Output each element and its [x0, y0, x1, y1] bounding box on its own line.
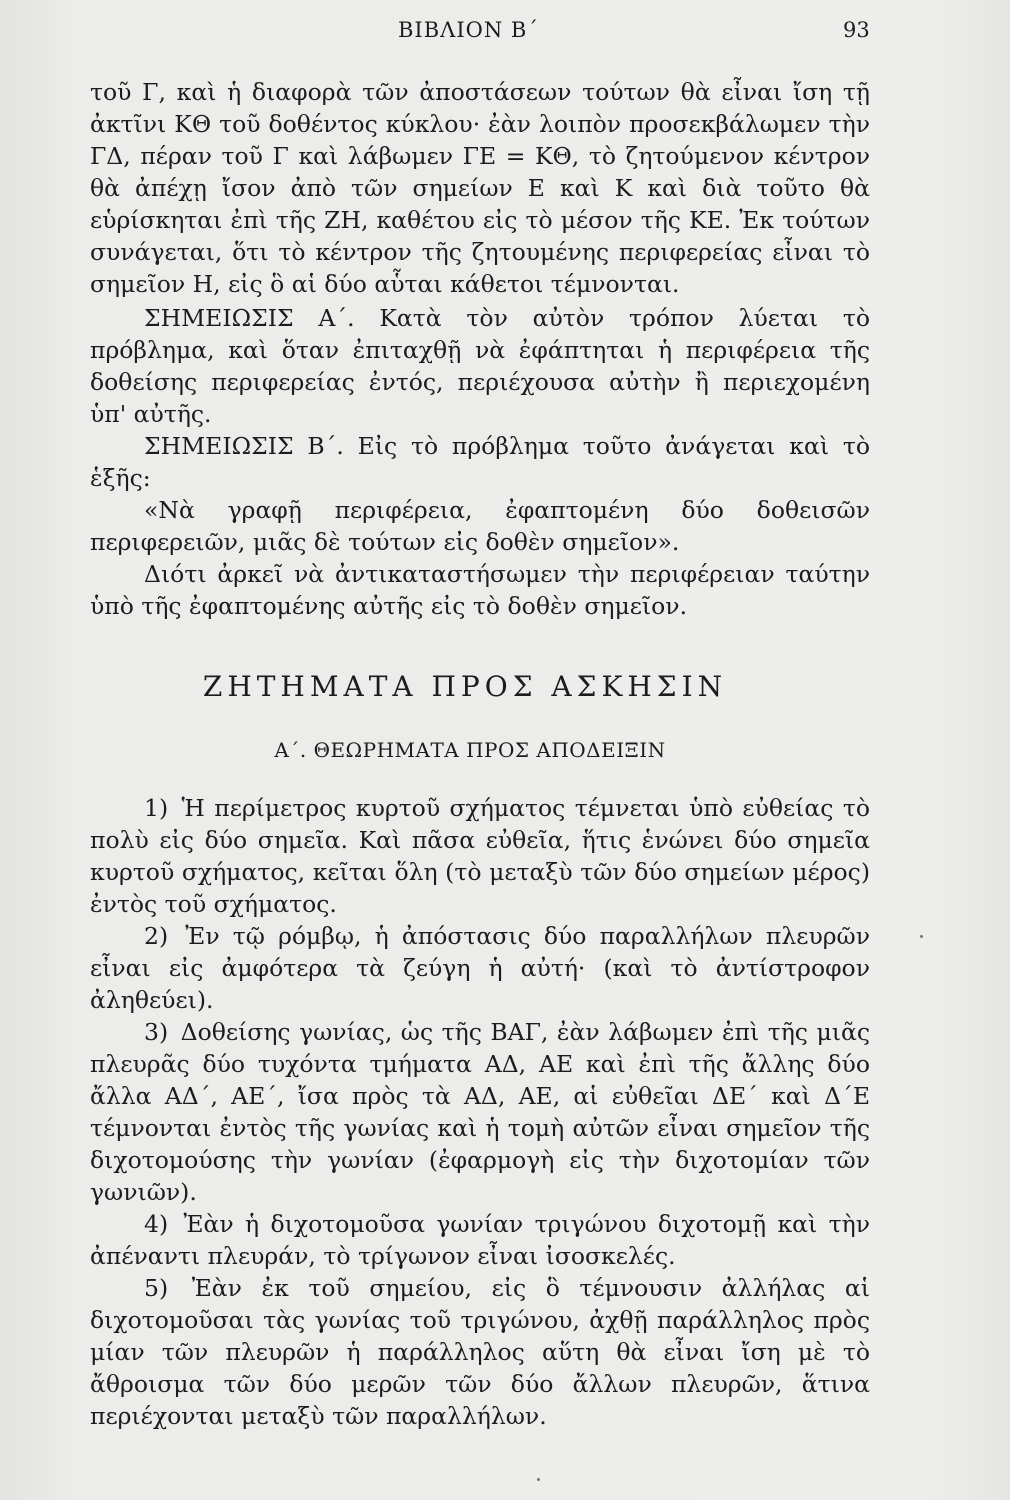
exercise-text: Ἐὰν ἡ διχοτομοῦσα γωνίαν τριγώνου διχοτομῇ καὶ τὴν ἀπέναντι πλευράν, τὸ τρίγωνον εἶναι ἰσοσκελές.	[90, 1210, 870, 1270]
paragraph-continued-proof: τοῦ Γ, καὶ ἡ διαφορὰ τῶν ἀποστάσεων τούτων θὰ εἶναι ἴση τῇ ἀκτῖνι ΚΘ τοῦ δοθέντος κύκλου· ἐὰν λοιπὸν προσεκβάλωμεν τὴν ΓΔ, πέραν τοῦ Γ καὶ λάβωμεν ΓΕ = ΚΘ, τὸ ζητούμενον κέντρον θὰ ἀπέχῃ ἴσον ἀπὸ τῶν σημείων Ε καὶ Κ καὶ διὰ τοῦτο θὰ εὑρίσκηται ἐπὶ τῆς ΖΗ, καθέτου εἰς τὸ μέσον τῆς ΚΕ. Ἐκ τούτων συνάγεται, ὅτι τὸ κέντρον τῆς ζητουμένης περιφερείας εἶναι τὸ σημεῖον Η, εἰς ὃ αἱ δύο αὗται κάθετοι τέμνονται.	[90, 78, 870, 298]
exercise-number: 1)	[144, 794, 169, 822]
exercise-list	[90, 792, 870, 1432]
section-title: ΖΗΤΗΜΑΤΑ ΠΡΟΣ ΑΣΚΗΣΙΝ	[202, 670, 728, 703]
paragraph-note-b: ΣΗΜΕΙΩΣΙΣ Β΄. Εἰς τὸ πρόβλημα τοῦτο ἀνάγεται καὶ τὸ ἑξῆς:	[90, 432, 870, 492]
exercise-item	[90, 1272, 870, 1432]
exercise-item	[90, 920, 870, 1016]
exercise-item	[90, 1016, 870, 1208]
running-title: ΒΙΒΛΙΟΝ Β΄	[398, 18, 539, 42]
exercise-text: Ἐὰν ἐκ τοῦ σημείου, εἰς ὃ τέμνουσιν ἀλλήλας αἱ διχοτομοῦσαι τὰς γωνίας τοῦ τριγώνου, ἀχθῇ παράλληλος πρὸς μίαν τῶν πλευρῶν ἡ παράλληλος αὕτη θὰ εἶναι ἴση μὲ τὸ ἄθροισμα τῶν δύο μερῶν τῶν δύο ἄλλων πλευρῶν, ἅτινα περιέχονται μεταξὺ τῶν παραλλήλων.	[90, 1274, 870, 1430]
page-number: 93	[843, 18, 870, 42]
exercise-number: 4)	[144, 1210, 169, 1238]
body-text	[90, 76, 870, 622]
print-speck	[537, 1478, 540, 1481]
exercise-item	[90, 1208, 870, 1272]
exercise-text: Ἐν τῷ ρόμβῳ, ἡ ἀπόστασις δύο παραλλήλων πλευρῶν εἶναι εἰς ἀμφότερα τὰ ζεύγη ἡ αὐτή· (καὶ τὸ ἀντίστροφον ἀληθεύει).	[90, 922, 870, 1014]
paragraph-quoted-problem: «Νὰ γραφῇ περιφέρεια, ἐφαπτομένη δύο δοθεισῶν περιφερειῶν, μιᾶς δὲ τούτων εἰς δοθὲν σημεῖον».	[90, 496, 870, 556]
exercise-item	[90, 792, 870, 920]
section-subtitle: Α΄. ΘΕΩΡΗΜΑΤΑ ΠΡΟΣ ΑΠΟΔΕΙΞΙΝ	[274, 738, 666, 762]
exercise-number: 2)	[144, 922, 169, 950]
exercise-number: 5)	[144, 1274, 169, 1302]
print-speck	[920, 935, 923, 938]
exercise-text: Δοθείσης γωνίας, ὡς τῆς ΒΑΓ, ἐὰν λάβωμεν ἐπὶ τῆς μιᾶς πλευρᾶς δύο τυχόντα τμήματα ΑΔ, ΑΕ καὶ ἐπὶ τῆς ἄλλης δύο ἄλλα ΑΔ΄, ΑΕ΄, ἴσα πρὸς τὰ ΑΔ, ΑΕ, αἱ εὐθεῖαι ΔΕ΄ καὶ Δ΄Ε τέμνονται ἐντὸς τῆς γωνίας καὶ ἡ τομὴ αὐτῶν εἶναι σημεῖον τῆς διχοτομούσης τὴν γωνίαν (ἐφαρμογὴ εἰς τὴν διχοτομίαν τῶν γωνιῶν).	[90, 1018, 870, 1206]
running-head	[0, 18, 1010, 48]
paragraph-reason: Διότι ἀρκεῖ νὰ ἀντικαταστήσωμεν τὴν περιφέρειαν ταύτην ὑπὸ τῆς ἐφαπτομένης αὐτῆς εἰς τὸ δοθὲν σημεῖον.	[90, 560, 870, 620]
exercise-text: Ἡ περίμετρος κυρτοῦ σχήματος τέμνεται ὑπὸ εὐθείας τὸ πολὺ εἰς δύο σημεῖα. Καὶ πᾶσα εὐθεῖα, ἥτις ἑνώνει δύο σημεῖα κυρτοῦ σχήματος, κεῖται ὅλη (τὸ μεταξὺ τῶν δύο σημείων μέρος) ἐντὸς τοῦ σχήματος.	[90, 794, 870, 918]
exercise-number: 3)	[144, 1018, 169, 1046]
paragraph-note-a: ΣΗΜΕΙΩΣΙΣ Α΄. Κατὰ τὸν αὐτὸν τρόπον λύεται τὸ πρόβλημα, καὶ ὅταν ἐπιταχθῇ νὰ ἐφάπτηται ἡ περιφέρεια τῆς δοθείσης περιφερείας ἐντός, περιέχουσα αὐτὴν ἢ περιεχομένη ὑπ' αὐτῆς.	[90, 304, 870, 428]
